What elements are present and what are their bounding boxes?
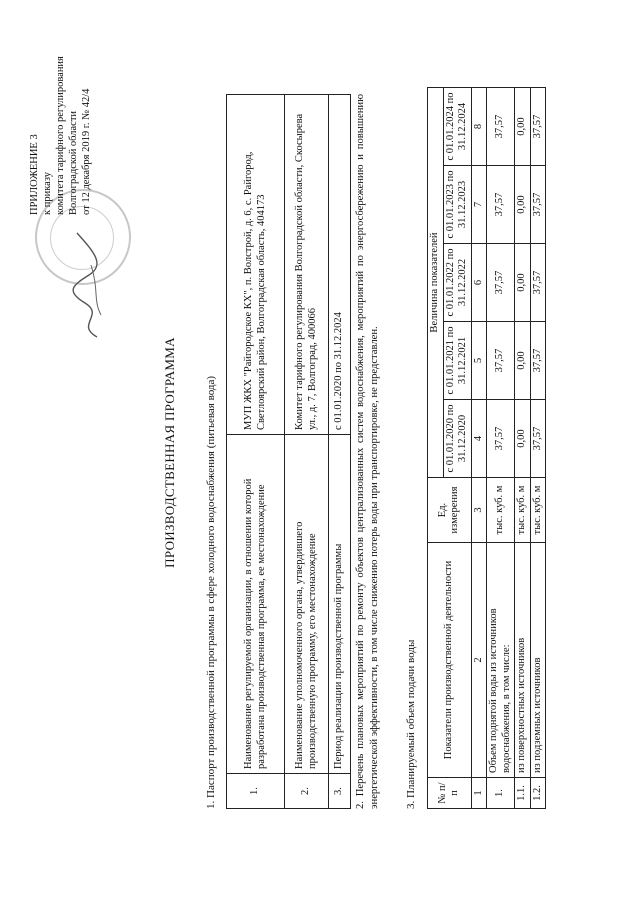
row-value: 37,57 (530, 322, 546, 400)
row-value: 0,00 (515, 322, 531, 400)
row-value: 37,57 (487, 88, 515, 166)
column-number: 7 (471, 166, 487, 244)
row-value: 37,57 (487, 322, 515, 400)
row-unit: тыс. куб. м (515, 478, 531, 543)
column-number: 1 (471, 778, 487, 809)
row-value: 37,57 (530, 400, 546, 478)
passport-row-value: Комитет тарифного регулирования Волгоградской области, Скосырева ул., д. 7, Волгоград, 400066 (285, 95, 329, 435)
row-value: 37,57 (530, 244, 546, 322)
passport-row (285, 95, 329, 809)
appendix-line-1: к приказу (42, 172, 53, 215)
appendix-line-2: комитета тарифного регулирования (55, 56, 66, 215)
appendix-header (28, 56, 93, 215)
table-row (487, 88, 515, 809)
section-3-heading: 3. Планируемый объем подачи воды (405, 639, 417, 809)
row-unit: тыс. куб. м (530, 478, 546, 543)
row-number: 1.1. (515, 778, 531, 809)
passport-row (227, 95, 285, 809)
header-indicator: Показатели производственной деятельности (428, 543, 472, 778)
header-unit: Ед. измерения (428, 478, 472, 543)
period-2024: с 01.01.2024 по 31.12.2024 (443, 88, 471, 166)
appendix-line-3: Волгоградской области (68, 110, 79, 215)
appendix-line-4: от 12 декабря 2019 г. № 42/4 (81, 88, 92, 215)
header-number: № п/п (428, 778, 472, 809)
header-values: Величина показателей (428, 88, 444, 478)
passport-row-label: Наименование регулируемой организации, в отношении которой разработана производственная программа, ее местонахождение (227, 435, 285, 774)
row-value: 37,57 (487, 166, 515, 244)
passport-table (226, 94, 351, 809)
water-volume-table (427, 87, 546, 809)
period-2022: с 01.01.2022 по 31.12.2022 (443, 244, 471, 322)
period-2020: с 01.01.2020 по 31.12.2020 (443, 400, 471, 478)
passport-row-label: Наименование уполномоченного органа, утвердившего производственную программу, его местонахождение (285, 435, 329, 774)
row-value: 37,57 (487, 244, 515, 322)
period-2023: с 01.01.2023 по 31.12.2023 (443, 166, 471, 244)
signature-image (55, 225, 115, 345)
row-number: 1. (487, 778, 515, 809)
column-number: 6 (471, 244, 487, 322)
row-value: 37,57 (487, 400, 515, 478)
column-number: 4 (471, 400, 487, 478)
passport-row-number: 3. (329, 774, 351, 809)
row-value: 37,57 (530, 88, 546, 166)
row-indicator: из поверхностных источников (515, 543, 531, 778)
section-2-paragraph: 2. Перечень плановых мероприятий по ремонту объектов централизованных систем водоснабжения, мероприятий по энергосбережению и повышению энергетической эффективности, в том числе снижению потерь воды при транспортировке, не представлен. (355, 94, 380, 809)
column-number: 2 (471, 543, 487, 778)
section-1-heading: 1. Паспорт производственной программы в сфере холодного водоснабжения (питьевая вода) (205, 375, 217, 809)
passport-row-number: 1. (227, 774, 285, 809)
row-value: 37,57 (530, 166, 546, 244)
period-2021: с 01.01.2021 по 31.12.2021 (443, 322, 471, 400)
column-number: 3 (471, 478, 487, 543)
column-number: 5 (471, 322, 487, 400)
row-indicator: из подземных источников (530, 543, 546, 778)
page-title: ПРОИЗВОДСТВЕННАЯ ПРОГРАММА (162, 337, 177, 568)
passport-row (329, 95, 351, 809)
passport-row-value: МУП ЖКХ "Райгородское КХ", п. Волстрой, д. 6, с. Райгород, Светлоярский район, Волгоградская область, 404173 (227, 95, 285, 435)
passport-row-value: с 01.01.2020 по 31.12.2024 (329, 95, 351, 435)
column-number: 8 (471, 88, 487, 166)
row-value: 0,00 (515, 88, 531, 166)
table-row (515, 88, 531, 809)
row-unit: тыс. куб. м (487, 478, 515, 543)
table-header-row (428, 88, 444, 809)
row-indicator: Объем поднятой воды из источников водоснабжения, в том числе: (487, 543, 515, 778)
row-value: 0,00 (515, 400, 531, 478)
row-value: 0,00 (515, 166, 531, 244)
passport-row-label: Период реализации производственной программы (329, 435, 351, 774)
row-value: 0,00 (515, 244, 531, 322)
table-row (530, 88, 546, 809)
passport-row-number: 2. (285, 774, 329, 809)
column-number-row (471, 88, 487, 809)
appendix-title: ПРИЛОЖЕНИЕ 3 (29, 134, 40, 215)
row-number: 1.2. (530, 778, 546, 809)
